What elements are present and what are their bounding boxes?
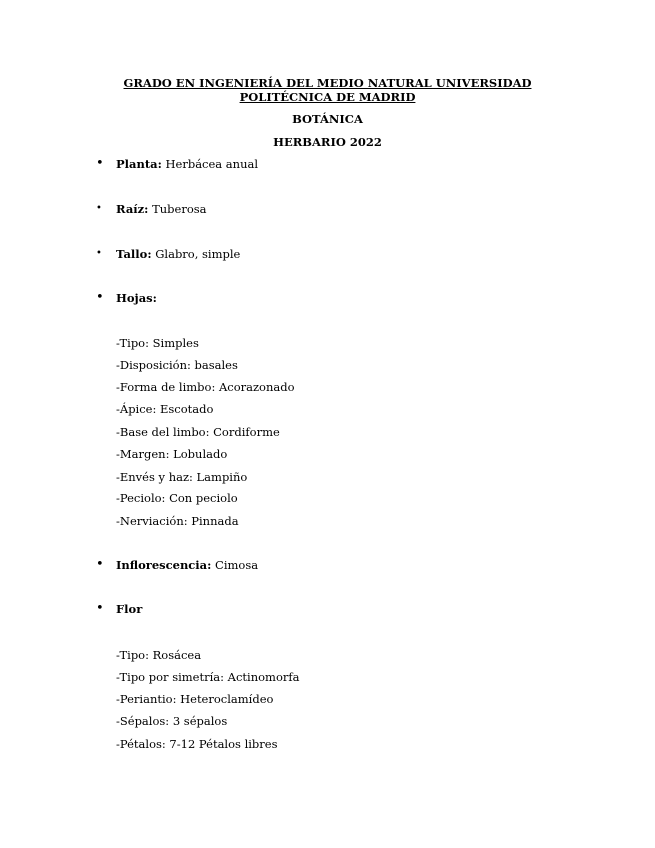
- hojas-detail-forma-limbo: -Forma de limbo: Acorazonado: [116, 380, 295, 394]
- hojas-detail-apice: -Ápice: Escotado: [116, 402, 214, 416]
- title-line-2: POLITÉCNICA DE MADRID: [239, 90, 416, 104]
- inflorescencia-label: Inflorescencia:: [116, 558, 212, 572]
- flor-detail-petalos: -Pétalos: 7-12 Pétalos libres: [116, 737, 278, 751]
- bullet-icon: •: [96, 248, 102, 259]
- hojas-detail-tipo: -Tipo: Simples: [116, 336, 199, 350]
- subject-heading: BOTÁNICA: [292, 112, 363, 126]
- title-line-1: GRADO EN INGENIERÍA DEL MEDIO NATURAL UNIVERSIDAD: [123, 76, 532, 90]
- tallo-label: Tallo:: [116, 247, 152, 261]
- flor-detail-sepalos: -Sépalos: 3 sépalos: [116, 714, 228, 728]
- flor-detail-periantio: -Periantio: Heteroclamídeo: [116, 692, 274, 706]
- bullet-icon: •: [96, 156, 104, 171]
- flor-detail-simetria: -Tipo por simetría: Actinomorfa: [116, 670, 300, 684]
- bullet-icon: •: [96, 557, 104, 572]
- raiz-value: Tuberosa: [148, 202, 207, 216]
- tallo-value: Glabro, simple: [151, 247, 241, 261]
- bullet-icon: •: [96, 203, 102, 214]
- inflorescencia-value: Cimosa: [211, 558, 259, 572]
- planta-value: Herbácea anual: [161, 157, 259, 171]
- hojas-detail-peciolo: -Peciolo: Con peciolo: [116, 491, 238, 505]
- bullet-icon: •: [96, 290, 104, 305]
- hojas-detail-enves-haz: -Envés y haz: Lampiño: [116, 470, 248, 484]
- flor-detail-tipo: -Tipo: Rosácea: [116, 648, 202, 662]
- herbario-heading: HERBARIO 2022: [273, 135, 382, 149]
- hojas-detail-disposicion: -Disposición: basales: [116, 358, 238, 372]
- hojas-detail-nerviacion: -Nerviación: Pinnada: [116, 514, 239, 528]
- flor-label: Flor: [116, 602, 143, 616]
- document-title: [100, 76, 555, 104]
- bullet-icon: •: [96, 601, 104, 616]
- hojas-label: Hojas:: [116, 291, 157, 305]
- planta-label: Planta:: [116, 157, 162, 171]
- hojas-detail-margen: -Margen: Lobulado: [116, 447, 228, 461]
- hojas-detail-base-limbo: -Base del limbo: Cordiforme: [116, 425, 280, 439]
- raiz-label: Raíz:: [116, 202, 149, 216]
